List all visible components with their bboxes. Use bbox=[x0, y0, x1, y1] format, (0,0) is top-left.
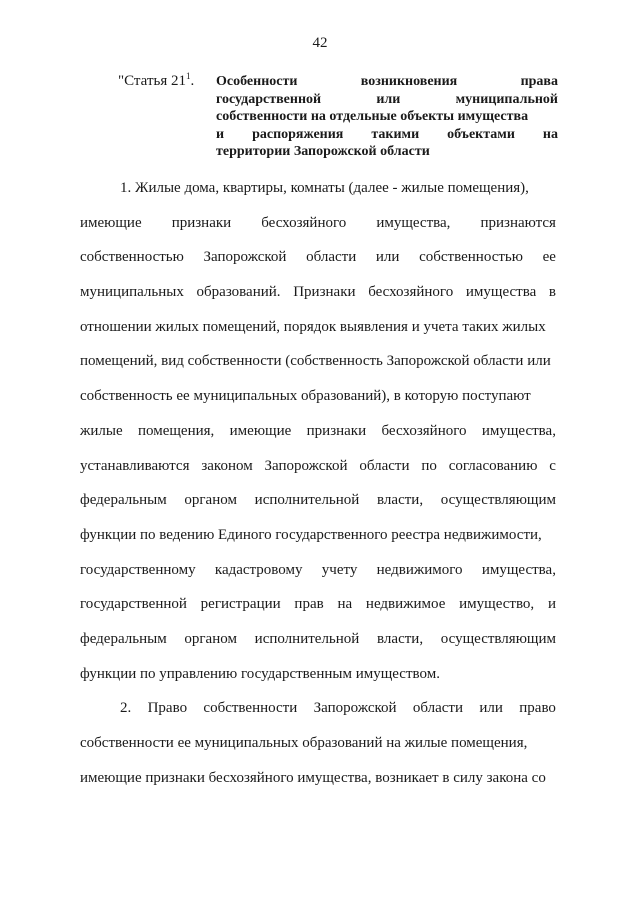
paragraph-word: имущества, bbox=[481, 422, 556, 439]
paragraph-word: Запорожской bbox=[203, 249, 287, 266]
paragraph-line bbox=[80, 350, 556, 385]
article-title-word: или bbox=[376, 91, 401, 107]
paragraph-word: 2. bbox=[120, 700, 132, 717]
paragraph-line bbox=[80, 385, 556, 420]
article-title-word: Особенности bbox=[216, 74, 298, 89]
paragraph-word: помещений, вид собственности (собственность Запорожской области или bbox=[80, 353, 551, 370]
paragraph-word: собственности ее муниципальных образований на жилые помещения, bbox=[80, 735, 528, 751]
paragraph-word: собственность ее муниципальных образований), в которую поступают bbox=[80, 388, 531, 405]
page-number: 42 bbox=[312, 35, 328, 51]
paragraph-word: ее bbox=[542, 249, 556, 266]
paragraph-word: области bbox=[359, 457, 410, 474]
paragraph-word: признаки bbox=[306, 422, 367, 439]
paragraph-line bbox=[80, 732, 556, 767]
paragraph-word: имеющие bbox=[80, 214, 142, 231]
paragraph-line bbox=[80, 212, 556, 247]
paragraph-word: и bbox=[547, 596, 556, 613]
paragraph-word: осуществляющим bbox=[440, 492, 556, 509]
paragraph-word: бесхозяйного bbox=[261, 214, 347, 231]
article-title-word: территории Запорожской области bbox=[216, 144, 430, 159]
paragraph-word: Признаки bbox=[293, 284, 356, 301]
paragraph-word: кадастровому bbox=[214, 561, 303, 578]
article-title-word: и bbox=[216, 126, 225, 142]
paragraph-word: или bbox=[375, 249, 400, 266]
paragraph-word: собственностью bbox=[80, 249, 184, 266]
paragraph-line bbox=[80, 524, 556, 559]
paragraph-word: на bbox=[337, 596, 353, 613]
paragraph-word: власти, bbox=[377, 630, 424, 647]
paragraph-line bbox=[80, 697, 556, 732]
paragraph-word: имущества, bbox=[481, 561, 556, 578]
paragraph-word: собственностью bbox=[419, 249, 523, 266]
paragraph-line bbox=[80, 316, 556, 351]
article-title-word: возникновения bbox=[360, 74, 458, 89]
article-title-word: права bbox=[520, 74, 558, 89]
paragraph-word: право bbox=[519, 700, 556, 717]
paragraph-word: органом bbox=[184, 630, 237, 647]
article-title-word: на bbox=[542, 126, 558, 142]
paragraph-word: имущества, bbox=[376, 214, 451, 231]
article-title-word: такими bbox=[371, 126, 420, 142]
paragraph-word: отношении жилых помещений, порядок выявления и учета таких жилых bbox=[80, 318, 546, 335]
paragraph-line bbox=[80, 559, 556, 594]
paragraph-word: исполнительной bbox=[254, 630, 360, 647]
paragraph-word: в bbox=[548, 284, 556, 301]
paragraph-word: государственному bbox=[80, 561, 196, 578]
paragraph-word: согласованию bbox=[448, 457, 538, 474]
article-title-word: государственной bbox=[216, 91, 322, 107]
paragraph-word: с bbox=[549, 457, 556, 474]
article-title-word: объектами bbox=[447, 126, 515, 142]
paragraph-line bbox=[80, 593, 556, 628]
article-title-line bbox=[216, 108, 558, 126]
paragraph-line bbox=[80, 177, 556, 212]
paragraph-word: имеющие признаки бесхозяйного имущества, возникает в силу закона со bbox=[80, 769, 546, 786]
paragraph-line bbox=[80, 663, 556, 698]
paragraph-line bbox=[80, 281, 556, 316]
paragraph-word: Право bbox=[147, 700, 188, 717]
paragraph-word: функции по управлению государственным имуществом. bbox=[80, 665, 440, 682]
paragraph-word: власти, bbox=[377, 492, 424, 509]
article-label-suffix: . bbox=[190, 73, 195, 89]
paragraph-line bbox=[80, 628, 556, 663]
paragraph-word: устанавливаются bbox=[80, 457, 190, 474]
paragraph-word: прав bbox=[294, 596, 324, 613]
paragraph-word: федеральным bbox=[80, 630, 167, 647]
paragraph-word: области bbox=[412, 700, 464, 717]
paragraph-line bbox=[80, 420, 556, 455]
article-title-word: муниципальной bbox=[455, 91, 558, 107]
paragraph-word: собственности bbox=[203, 700, 298, 717]
paragraph-word: 1. Жилые дома, квартиры, комнаты (далее - жилые помещения), bbox=[120, 180, 529, 196]
paragraph-word: недвижимого bbox=[376, 561, 463, 578]
paragraph-word: Запорожской bbox=[313, 700, 397, 717]
paragraph bbox=[80, 697, 556, 801]
paragraph-word: признаются bbox=[480, 214, 556, 231]
paragraph-word: исполнительной bbox=[254, 492, 360, 509]
article-title-line bbox=[216, 143, 558, 161]
paragraph-word: по bbox=[421, 457, 437, 474]
paragraph-word: Запорожской bbox=[264, 457, 348, 474]
paragraph-word: осуществляющим bbox=[440, 630, 556, 647]
paragraph-word: области bbox=[306, 249, 357, 266]
paragraph-word: имущества bbox=[465, 284, 537, 301]
paragraph-word: государственной bbox=[80, 596, 187, 613]
article-label-superscript: 1 bbox=[185, 71, 191, 81]
paragraph-word: признаки bbox=[171, 214, 232, 231]
article-title bbox=[216, 73, 558, 161]
article-title-line bbox=[216, 73, 558, 91]
paragraph-word: функции по ведению Единого государственного реестра недвижимости, bbox=[80, 526, 542, 543]
article-title-line bbox=[216, 126, 558, 144]
paragraph-line bbox=[80, 455, 556, 490]
paragraph-word: федеральным bbox=[80, 492, 167, 509]
article-label-text: "Статья 21 bbox=[118, 73, 186, 89]
paragraph-word: муниципальных bbox=[80, 284, 184, 301]
paragraph-line bbox=[80, 767, 556, 802]
paragraph-word: имеющие bbox=[229, 422, 292, 439]
paragraph-word: органом bbox=[184, 492, 237, 509]
paragraph-word: или bbox=[479, 700, 503, 717]
paragraph bbox=[80, 177, 556, 697]
paragraph-word: недвижимое bbox=[365, 596, 446, 613]
paragraph-word: имущество, bbox=[459, 596, 535, 613]
paragraph-word: бесхозяйного bbox=[368, 284, 454, 301]
paragraph-line bbox=[80, 246, 556, 281]
body-text bbox=[80, 177, 556, 801]
paragraph-word: образований. bbox=[196, 284, 281, 301]
paragraph-word: законом bbox=[201, 457, 253, 474]
article-title-word: собственности на отдельные объекты имущества bbox=[216, 109, 529, 124]
paragraph-line bbox=[80, 489, 556, 524]
article-label bbox=[118, 73, 194, 90]
paragraph-word: бесхозяйного bbox=[381, 422, 467, 439]
paragraph-word: жилые bbox=[80, 422, 123, 439]
paragraph-word: регистрации bbox=[200, 596, 281, 613]
article-title-line bbox=[216, 91, 558, 109]
article-title-word: распоряжения bbox=[252, 126, 344, 142]
paragraph-word: помещения, bbox=[137, 422, 215, 439]
paragraph-word: учету bbox=[321, 561, 358, 578]
